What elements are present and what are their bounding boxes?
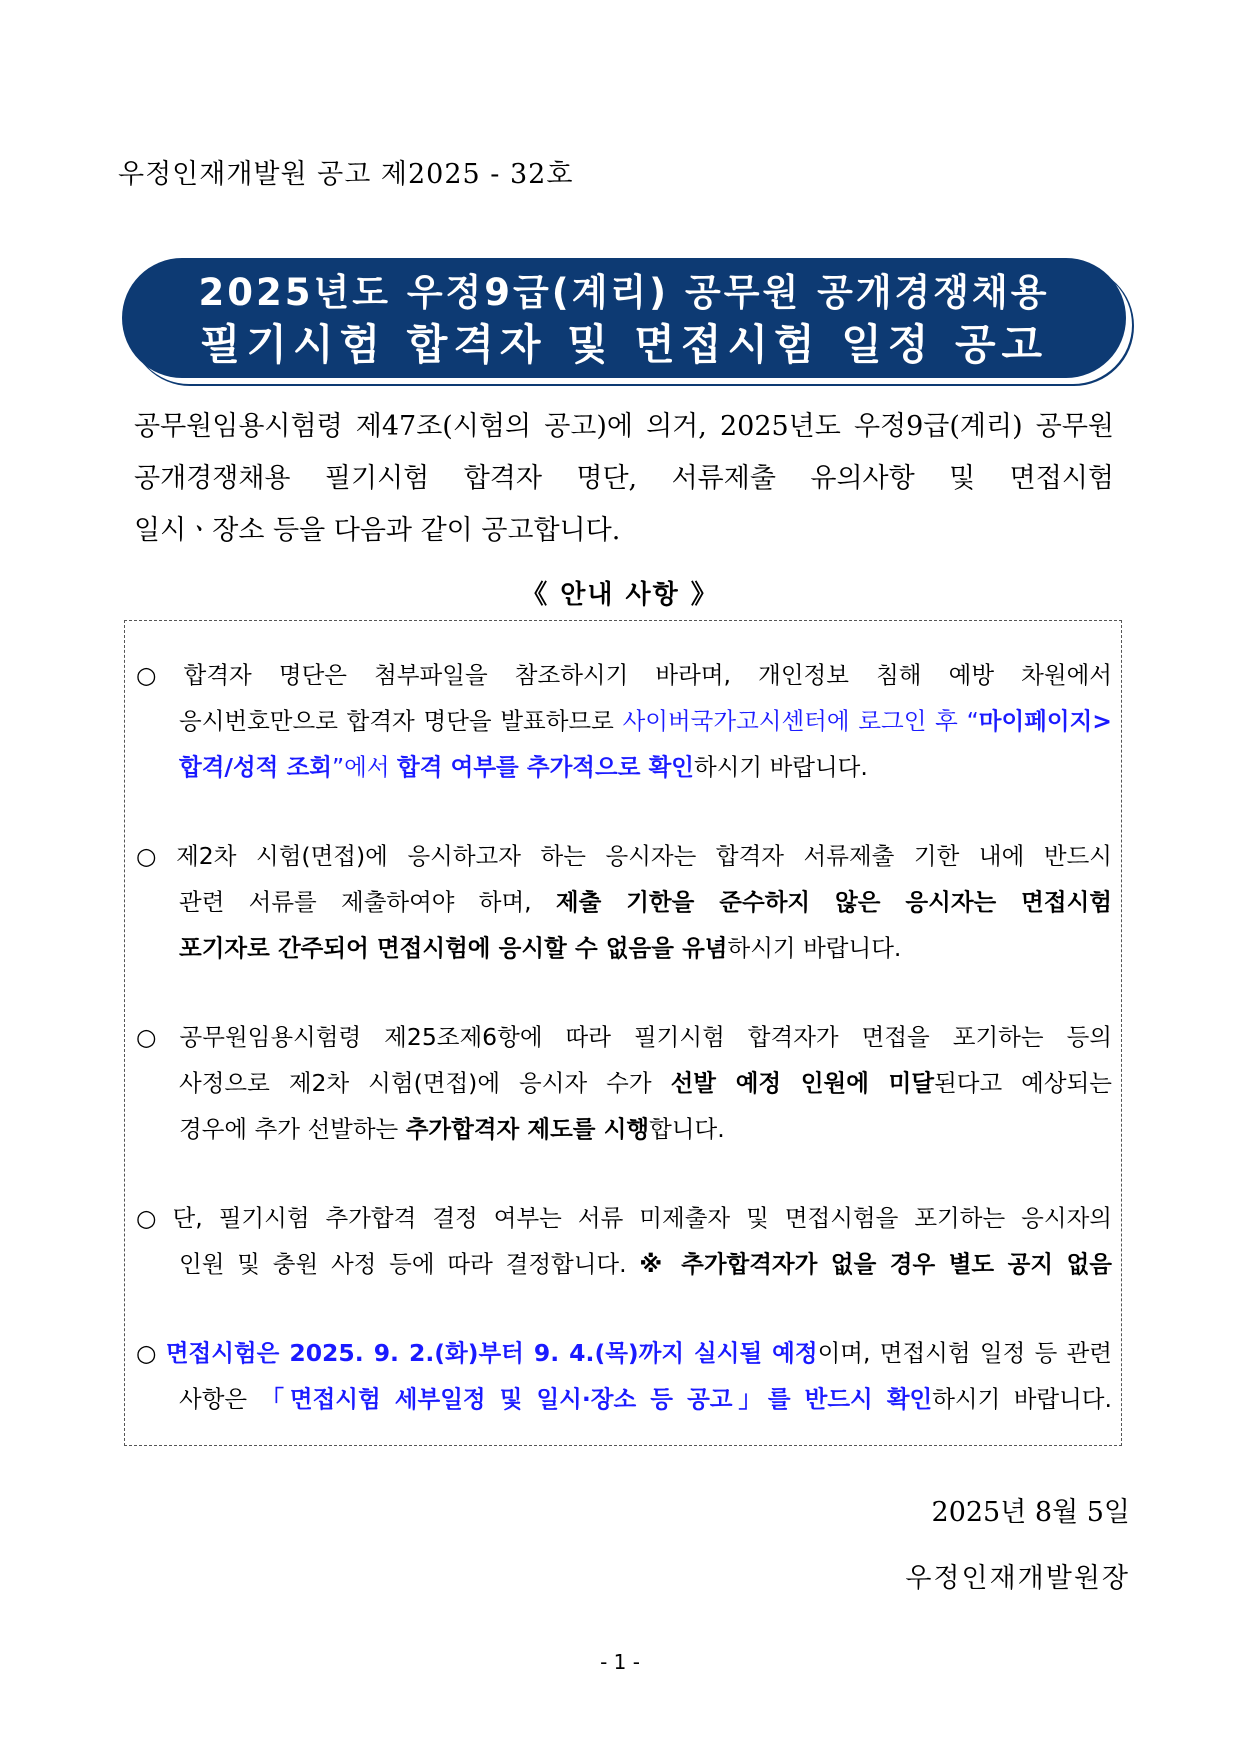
guide-item-2-line-3: 포기자로 간주되어 면접시험에 응시할 수 없음을 유념하시기 바랍니다.: [179, 934, 902, 962]
guide-item-2-line-2: 관련 서류를 제출하여야 하며, 제출 기한을 준수하지 않은 응시자는 면접시험: [179, 888, 1112, 916]
bullet-circle-icon: ○: [136, 842, 157, 870]
bullet-circle-icon: ○: [136, 1339, 157, 1367]
guide-title: 《 안내 사항 》: [521, 580, 719, 610]
signer: 우정인재개발원장: [905, 1563, 1130, 1594]
title-line-2: 필기시험 합격자 및 면접시험 일정 공고: [199, 320, 1049, 369]
notice-number: 우정인재개발원 공고 제2025 - 32호: [118, 159, 574, 190]
announcement-date: 2025년 8월 5일: [931, 1497, 1130, 1528]
guide-item-3-line-2: 사정으로 제2차 시험(면접)에 응시자 수가 선발 예정 인원에 미달된다고 예상되는: [179, 1069, 1112, 1097]
guide-item-1-line-2: 응시번호만으로 합격자 명단을 발표하므로 사이버국가고시센터에 로그인 후 “마이페이지>: [179, 707, 1112, 735]
title-banner: [122, 258, 1126, 378]
intro-line-3: 일시ㆍ장소 등을 다음과 같이 공고합니다.: [134, 515, 621, 546]
bullet-circle-icon: ○: [136, 1023, 157, 1051]
bullet-circle-icon: ○: [136, 1204, 157, 1232]
title-line-1: 2025년도 우정9급(계리) 공무원 공개경쟁채용: [198, 271, 1050, 314]
guide-item-1-line-3: 합격/성적 조회”에서 합격 여부를 추가적으로 확인하시기 바랍니다.: [179, 753, 868, 781]
page-number: - 1 -: [600, 1650, 640, 1674]
intro-line-1: 공무원임용시험령 제47조(시험의 공고)에 의거, 2025년도 우정9급(계리) 공무원: [134, 411, 1114, 442]
guide-item-4-line-2: 인원 및 충원 사정 등에 따라 결정합니다. ※ 추가합격자가 없을 경우 별도 공지 없음: [179, 1250, 1112, 1278]
guide-item-5-line-2: 사항은 「면접시험 세부일정 및 일시·장소 등 공고」를 반드시 확인하시기 바랍니다.: [179, 1385, 1112, 1413]
guide-item-3-line-1: ○ 공무원임용시험령 제25조제6항에 따라 필기시험 합격자가 면접을 포기하는 등의: [136, 1023, 1112, 1051]
guide-item-2-line-1: ○ 제2차 시험(면접)에 응시하고자 하는 응시자는 합격자 서류제출 기한 내에 반드시: [136, 842, 1112, 870]
intro-line-2: 공개경쟁채용 필기시험 합격자 명단, 서류제출 유의사항 및 면접시험: [134, 463, 1114, 494]
guide-item-4-line-1: ○ 단, 필기시험 추가합격 결정 여부는 서류 미제출자 및 면접시험을 포기하는 응시자의: [136, 1204, 1112, 1232]
bullet-circle-icon: ○: [136, 661, 157, 689]
guide-item-1-line-1: ○ 합격자 명단은 첨부파일을 참조하시기 바라며, 개인정보 침해 예방 차원에서: [136, 661, 1112, 689]
guide-item-3-line-3: 경우에 추가 선발하는 추가합격자 제도를 시행합니다.: [179, 1115, 725, 1143]
guide-item-5-line-1: ○ 면접시험은 2025. 9. 2.(화)부터 9. 4.(목)까지 실시될 예정이며, 면접시험 일정 등 관련: [136, 1339, 1112, 1367]
